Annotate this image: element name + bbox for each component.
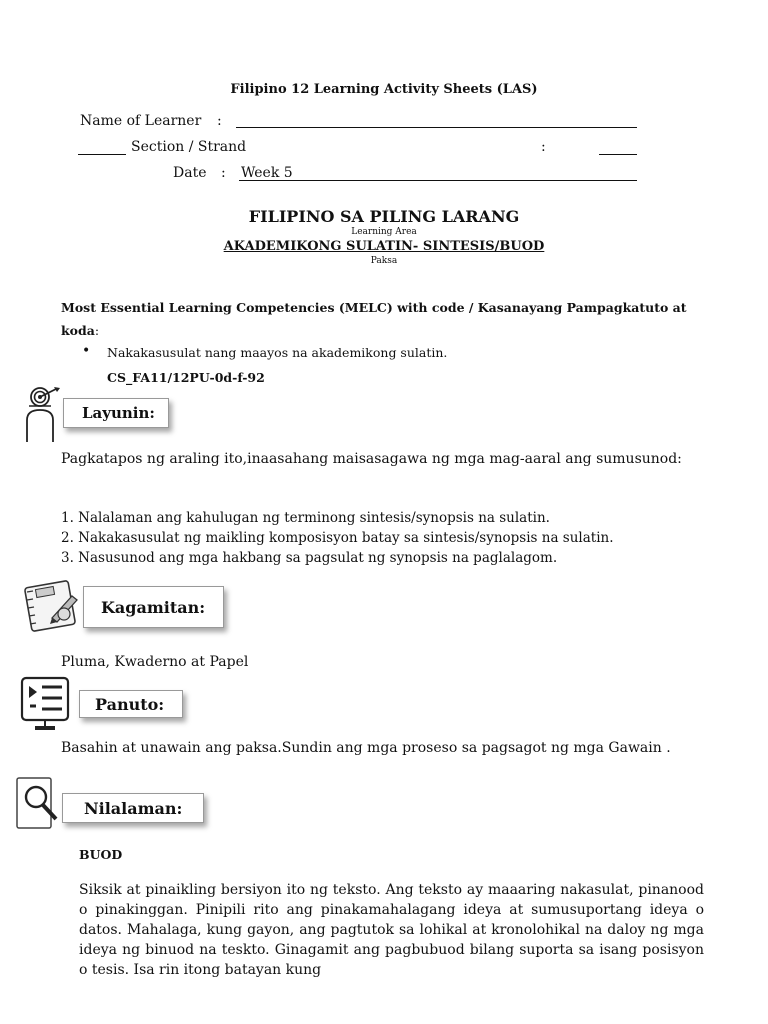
name-line[interactable]	[236, 127, 637, 128]
section-blank-line[interactable]	[78, 154, 126, 155]
target-person-icon	[20, 386, 64, 444]
buod-heading: BUOD	[79, 847, 123, 862]
magnifier-icon	[14, 775, 62, 833]
panuto-text: Basahin at unawain ang paksa.Sundin ang mga proseso sa pagsagot ng mga Gawain .	[61, 740, 671, 756]
layunin-label: Layunin:	[63, 398, 169, 428]
learning-area-caption: Learning Area	[351, 227, 417, 237]
melc-heading-text: Most Essential Learning Competencies (MELC) with code / Kasanayang Pampagkatuto at koda	[61, 300, 687, 338]
bullet-dot: •	[82, 343, 91, 359]
name-colon: :	[217, 113, 222, 129]
date-label: Date	[173, 165, 207, 181]
kagamitan-label: Kagamitan:	[83, 586, 224, 628]
melc-heading	[61, 296, 706, 342]
date-colon: :	[221, 165, 226, 181]
melc-colon: :	[94, 323, 100, 338]
kagamitan-text: Pluma, Kwaderno at Papel	[61, 654, 249, 670]
panuto-label: Panuto:	[79, 690, 183, 718]
subject-title: FILIPINO SA PILING LARANG	[248, 207, 520, 226]
topic-text: AKADEMIKONG SULATIN- SINTESIS/BUOD	[223, 239, 545, 254]
objectives-list	[61, 508, 711, 568]
melc-bullet: Nakakasusulat nang maayos na akademikong sulatin.	[107, 345, 448, 360]
instruction-list-icon	[20, 676, 72, 734]
date-value: Week 5	[241, 165, 293, 181]
objective-item: 3. Nasusunod ang mga hakbang sa pagsulat ng synopsis na paglalagom.	[61, 550, 558, 566]
page-title: Filipino 12 Learning Activity Sheets (LAS)	[230, 82, 538, 97]
notebook-pencil-icon	[22, 578, 84, 634]
section-label: Section / Strand	[131, 139, 247, 155]
date-line[interactable]	[239, 180, 637, 181]
layunin-intro: Pagkatapos ng araling ito,inaasahang maisasagawa ng mga mag-aaral ang sumusunod:	[61, 451, 682, 467]
name-label: Name of Learner	[80, 113, 202, 129]
section-colon: :	[541, 139, 546, 155]
objective-item: 1. Nalalaman ang kahulugan ng terminong sintesis/synopsis na sulatin.	[61, 510, 550, 526]
topic-title	[0, 239, 768, 254]
strand-line[interactable]	[599, 154, 637, 155]
nilalaman-label: Nilalaman:	[62, 793, 204, 823]
buod-paragraph: Siksik at pinaikling bersiyon ito ng teksto. Ang teksto ay maaaring nakasulat, pinanood o pinakinggan. Pinipili rito ang pinakamahalagang ideya at sumusuportang ideya o datos. Mahalaga, kung gayon, ang pagtutok sa lohikal at kronolohikal na daloy ng mga ideya ng binuod na teskto. Ginagamit ang pagbubuod bilang suporta sa isang posisyon o tesis. Isa rin itong batayan kung	[79, 882, 704, 978]
objective-item: 2. Nakakasusulat ng maikling komposisyon batay sa sintesis/synopsis na sulatin.	[61, 530, 614, 546]
topic-caption: Paksa	[370, 256, 398, 266]
melc-code: CS_FA11/12PU-0d-f-92	[107, 370, 265, 385]
